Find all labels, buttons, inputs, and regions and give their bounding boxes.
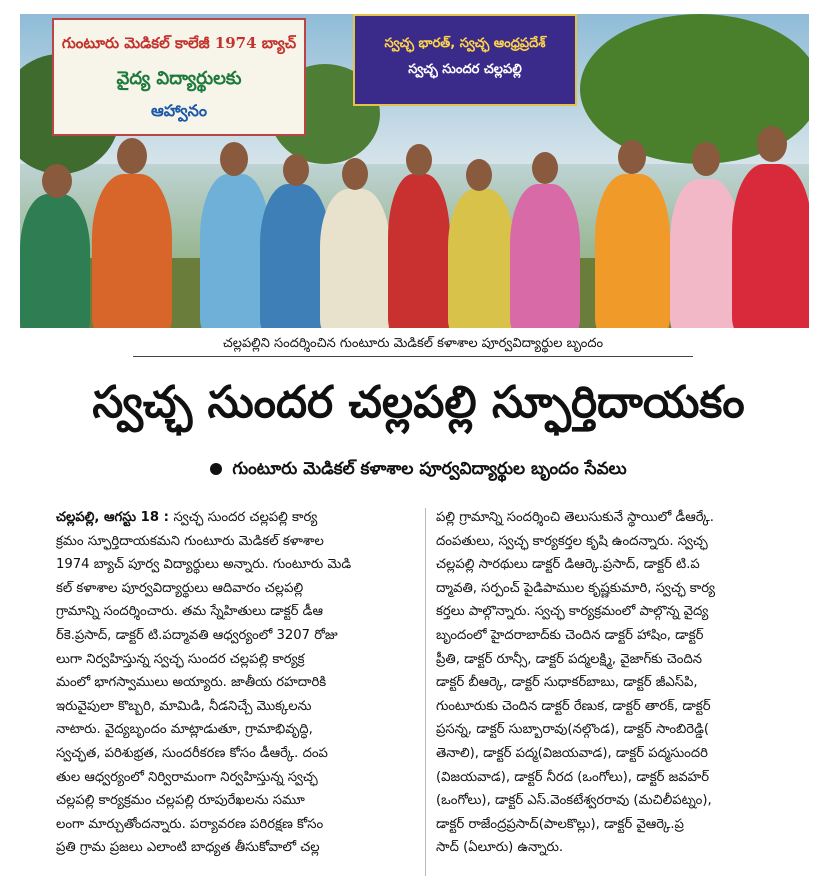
article-line: [436, 766, 804, 790]
news-photo: [20, 14, 809, 328]
article-line-text: ర్‌కె.ప్రసాద్, డాక్టర్ టి.పద్మావతి ఆధ్వర్యంలో 3207 రోజు: [56, 627, 338, 643]
photo-person-head: [283, 154, 309, 186]
photo-person: [510, 184, 580, 328]
photo-person-head: [220, 142, 248, 176]
photo-banner-left: [52, 18, 306, 136]
article-line: [436, 836, 804, 860]
article-line: [56, 530, 424, 554]
article-line-text: ప్రీతి, డాక్టర్ రూన్సీ, డాక్టర్ పద్మలక్ష్మి, వైజాగ్‌కు చెందిన: [436, 651, 703, 667]
article-line: [56, 648, 424, 672]
banner-right-line1: స్వచ్ఛ భారత్, స్వచ్ఛ ఆంధ్రప్రదేశ్: [384, 36, 546, 51]
article-line: [56, 695, 424, 719]
photo-person: [595, 174, 670, 328]
photo-person-head: [692, 142, 720, 176]
article-line-text: (ఒంగోలు), డాక్టర్ ఎస్.వెంకటేశ్వరరావు (మచిలీపట్నం),: [436, 793, 712, 809]
photo-person: [670, 179, 740, 328]
article-line: [56, 600, 424, 624]
photo-person: [20, 194, 90, 328]
article-dateline: చల్లపల్లి, ఆగస్టు 18 :: [56, 510, 174, 525]
banner-right-line2: స్వచ్ఛ సుందర చల్లపల్లి: [408, 62, 522, 77]
photo-person: [732, 164, 809, 328]
article-line: [436, 577, 804, 601]
article-line: [436, 600, 804, 624]
article-line: [56, 553, 424, 577]
article-line: [56, 506, 424, 530]
photo-person-head: [532, 152, 558, 184]
article-column-right: [436, 506, 804, 860]
article-subhead-text: గుంటూరు మెడికల్ కళాశాల పూర్వవిద్యార్థుల బృందం సేవలు: [232, 459, 627, 479]
article-line-text: ప్రసన్న, డాక్టర్ సుబ్బారావు(నల్గొండ), డాక్టర్ సాంబిరెడ్డి(: [436, 722, 709, 738]
banner-left-line2: వైద్య విద్యార్థులకు: [116, 68, 242, 89]
article-line-text: క్రమం స్ఫూర్తిదాయకమని గుంటూరు మెడికల్ కళాశాల: [56, 533, 324, 549]
article-line: [436, 624, 804, 648]
article-line: [436, 695, 804, 719]
article-line-text: గుంటూరుకు చెందిన డాక్టర్ రేణుక, డాక్టర్ తారక్, డాక్టర్: [436, 698, 711, 714]
article-line-text: లుగా నిర్వహిస్తున్న స్వచ్ఛ సుందర చల్లపల్లి కార్యక్ర: [56, 651, 305, 667]
bullet-icon: [210, 463, 222, 475]
article-line: [436, 742, 804, 766]
photo-person-head: [406, 144, 432, 176]
article-column-left: [56, 506, 424, 860]
article-line: [436, 506, 804, 530]
column-divider: [425, 508, 426, 876]
photo-person-head: [618, 140, 646, 174]
photo-person: [388, 174, 450, 328]
article-subhead: [0, 456, 837, 482]
article-line-text: స్వచ్ఛత, పరిశుభ్రత, సుందరీకరణ కోసం డీఆర్కే. దంప: [56, 745, 328, 761]
article-line: [56, 718, 424, 742]
photo-banner-right: [353, 14, 577, 106]
article-line: [436, 813, 804, 837]
photo-caption: చల్లపల్లిని సందర్శించిన గుంటూరు మెడికల్ కళాశాల పూర్వవిద్యార్థుల బృందం: [133, 332, 693, 357]
photo-person: [92, 174, 172, 328]
article-line-text: గ్రామాన్ని సందర్శించారు. తమ స్నేహితులు డాక్టర్ డీఆ: [56, 604, 323, 620]
article-line: [56, 813, 424, 837]
article-line-text: స్వచ్ఛ సుందర చల్లపల్లి కార్య: [173, 510, 318, 525]
article-line: [56, 742, 424, 766]
article-headline: స్వచ్ఛ సుందర చల్లపల్లి స్ఫూర్తిదాయకం: [92, 377, 745, 428]
photo-person-head: [342, 158, 368, 190]
article-line-text: తుల ఆధ్వర్యంలో నిర్విరామంగా నిర్వహిస్తున్న స్వచ్ఛ: [56, 769, 318, 785]
photo-person-head: [466, 159, 492, 191]
photo-person-head: [117, 138, 147, 174]
photo-person-head: [757, 126, 787, 162]
article-line-text: చల్లపల్లి కార్యక్రమం చల్లపల్లి రూపురేఖలను సమూ: [56, 793, 305, 809]
article-line-text: ఇరువైపులా కొబ్బరి, మామిడి, నీడనిచ్చే మొక్కలను: [56, 698, 312, 714]
article-line-text: బృందంలో హైదరాబాద్‌కు చెందిన డాక్టర్ హాషిం, డాక్టర్: [436, 627, 704, 643]
photo-person: [448, 189, 514, 328]
article-line: [56, 624, 424, 648]
article-line-text: డాక్టర్ బీఆర్కె, డాక్టర్ సుధాకర్‌బాబు, డాక్టర్ జీఎస్‌పి,: [436, 675, 698, 691]
article-line: [436, 671, 804, 695]
article-line-text: ద్మావతి, సర్పంచ్ పైడిపాముల కృష్ణకుమారి, స్వచ్ఛ కార్య: [436, 580, 716, 596]
article-line-text: ప్రతి గ్రామ ప్రజలు ఎలాంటి బాధ్యత తీసుకోవాలో చల్ల: [56, 840, 320, 856]
article-line-text: చల్లపల్లి సారథులు డాక్టర్ డిఆర్కె.ప్రసాద్, డాక్టర్ టి.ప: [436, 557, 700, 573]
article-line-text: (విజయవాడ), డాక్టర్ నీరద (ఒంగోలు), డాక్టర్ జవహర్: [436, 769, 710, 785]
photo-person: [320, 189, 390, 328]
article-line-text: నాటారు. వైద్యబృందం మాట్లాడుతూ, గ్రామాభివృద్ధి,: [56, 722, 313, 738]
article-line-text: మంలో భాగస్వాములు అయ్యారు. జాతీయ రహదారికి: [56, 675, 327, 691]
article-line-text: పల్లి గ్రామాన్ని సందర్శించి తెలుసుకునే స్థాయిలో డీఆర్కే.: [436, 510, 714, 525]
article-line: [436, 718, 804, 742]
article-line: [56, 836, 424, 860]
article-line-text: తెనాలి), డాక్టర్ పద్మ(విజయవాడ), డాక్టర్ పద్మసుందరి: [436, 745, 708, 761]
banner-left-line3: ఆహ్వానం: [151, 101, 207, 120]
article-line: [436, 530, 804, 554]
article-line: [436, 648, 804, 672]
article-line-text: కల్ కళాశాల పూర్వవిద్యార్థులు ఆదివారం చల్లపల్లి: [56, 580, 304, 596]
article-line-text: కర్తలు పాల్గొన్నారు. స్వచ్ఛ కార్యక్రమంలో పాల్గొన్న వైద్య: [436, 604, 709, 620]
article-line: [436, 553, 804, 577]
article-line-text: దంపతులు, స్వచ్ఛ కార్యకర్తల కృషి ఉందన్నారు. స్వచ్ఛ: [436, 533, 708, 549]
article-line: [56, 766, 424, 790]
article-line: [436, 789, 804, 813]
article-line-text: 1974 బ్యాచ్ పూర్వ విద్యార్థులు అన్నారు. గుంటూరు మెడి: [56, 557, 352, 573]
article-line-text: డాక్టర్ రాజేంద్రప్రసాద్(పాలకొల్లు), డాక్టర్ వైఆర్కె.ప్ర: [436, 816, 684, 832]
article-line: [56, 577, 424, 601]
article-line-text: లంగా మార్చుతోందన్నారు. పర్యావరణ పరిరక్షణ కోసం: [56, 816, 324, 832]
article-line-text: సాద్ (ఏలూరు) ఉన్నారు.: [436, 840, 564, 856]
article-line: [56, 671, 424, 695]
banner-left-line1: గుంటూరు మెడికల్ కాలేజీ 1974 బ్యాచ్: [61, 34, 297, 52]
photo-person-head: [42, 164, 72, 198]
article-line: [56, 789, 424, 813]
